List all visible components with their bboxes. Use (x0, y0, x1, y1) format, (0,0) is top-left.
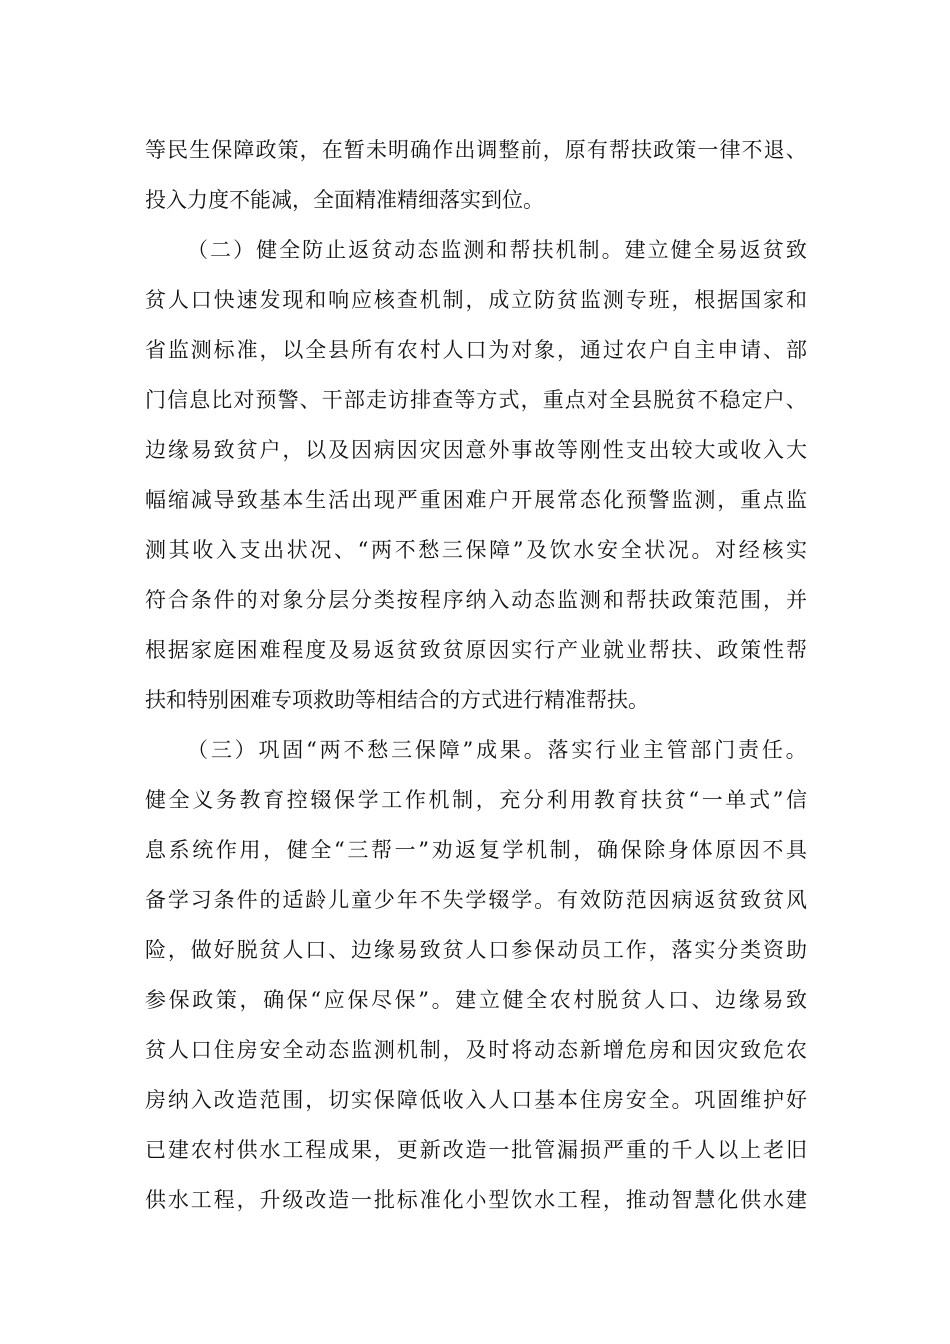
text-line: 扶 和 特 别 困 难 专 项 救 助 等 相 结 合 的 方 式 进 行 精 准 帮 扶 。 (145, 688, 649, 712)
text-line: 省 监 测 标 准 ， 以 全 县 所 有 农 村 人 口 为 对 象 ， 通 过 农 户 自 主 申 请 、 部 (145, 338, 807, 362)
text-line: 测 其 收 入 支 出 状 况 、 “ 两 不 愁 三 保 障 ” 及 饮 水 安 全 状 况 。 对 经 核 实 (145, 538, 807, 562)
text-line: 根 据 家 庭 困 难 程 度 及 易 返 贫 致 贫 原 因 实 行 产 业 就 业 帮 扶 、 政 策 性 帮 (145, 638, 807, 662)
text-line: 险 ， 做 好 脱 贫 人 口 、 边 缘 易 致 贫 人 口 参 保 动 员 工 作 ， 落 实 分 类 资 助 (145, 938, 807, 962)
text-line: 符 合 条 件 的 对 象 分 层 分 类 按 程 序 纳 入 动 态 监 测 和 帮 扶 政 策 范 围 ， 并 (145, 588, 807, 612)
text-line: 边 缘 易 致 贫 户 ， 以 及 因 病 因 灾 因 意 外 事 故 等 刚 性 支 出 较 大 或 收 入 大 (145, 438, 807, 462)
text-line: 健 全 义 务 教 育 控 辍 保 学 工 作 机 制 ， 充 分 利 用 教 育 扶 贫 “ 一 单 式 ” 信 (145, 788, 807, 812)
text-line: 息 系 统 作 用 ， 健 全 “ 三 帮 一 ” 劝 返 复 学 机 制 ， 确 保 除 身 体 原 因 不 具 (145, 838, 807, 862)
text-line: 等 民 生 保 障 政 策 ， 在 暂 未 明 确 作 出 调 整 前 ， 原 有 帮 扶 政 策 一 律 不 退 、 (145, 138, 807, 162)
text-line: 房 纳 入 改 造 范 围 ， 切 实 保 障 低 收 入 人 口 基 本 住 房 安 全 。 巩 固 维 护 好 (145, 1088, 807, 1112)
text-line: 供 水 工 程 ， 升 级 改 造 一 批 标 准 化 小 型 饮 水 工 程 ， 推 动 智 慧 化 供 水 建 (145, 1188, 807, 1212)
text-line: 幅 缩 减 导 致 基 本 生 活 出 现 严 重 困 难 户 开 展 常 态 化 预 警 监 测 ， 重 点 监 (145, 488, 807, 512)
text-line: （ 三 ） 巩 固 “ 两 不 愁 三 保 障 ” 成 果 。 落 实 行 业 主 管 部 门 责 任 。 (187, 738, 807, 762)
text-line: 投 入 力 度 不 能 减 ， 全 面 精 准 精 细 落 实 到 位 。 (145, 188, 544, 212)
text-line: 门 信 息 比 对 预 警 、 干 部 走 访 排 查 等 方 式 ， 重 点 对 全 县 脱 贫 不 稳 定 户 、 (145, 388, 807, 412)
text-line: 参 保 政 策 ， 确 保 “ 应 保 尽 保 ” 。 建 立 健 全 农 村 脱 贫 人 口 、 边 缘 易 致 (145, 988, 807, 1012)
text-line: 已 建 农 村 供 水 工 程 成 果 ， 更 新 改 造 一 批 管 漏 损 严 重 的 千 人 以 上 老 旧 (145, 1138, 807, 1162)
text-line: 贫 人 口 快 速 发 现 和 响 应 核 查 机 制 ， 成 立 防 贫 监 测 专 班 ， 根 据 国 家 和 (145, 288, 807, 312)
text-line: 备 学 习 条 件 的 适 龄 儿 童 少 年 不 失 学 辍 学 。 有 效 防 范 因 病 返 贫 致 贫 风 (145, 888, 807, 912)
document-body (145, 125, 807, 1225)
text-line: 贫 人 口 住 房 安 全 动 态 监 测 机 制 ， 及 时 将 动 态 新 增 危 房 和 因 灾 致 危 农 (145, 1038, 807, 1062)
text-line: （ 二 ） 健 全 防 止 返 贫 动 态 监 测 和 帮 扶 机 制 。 建 立 健 全 易 返 贫 致 (187, 238, 807, 262)
